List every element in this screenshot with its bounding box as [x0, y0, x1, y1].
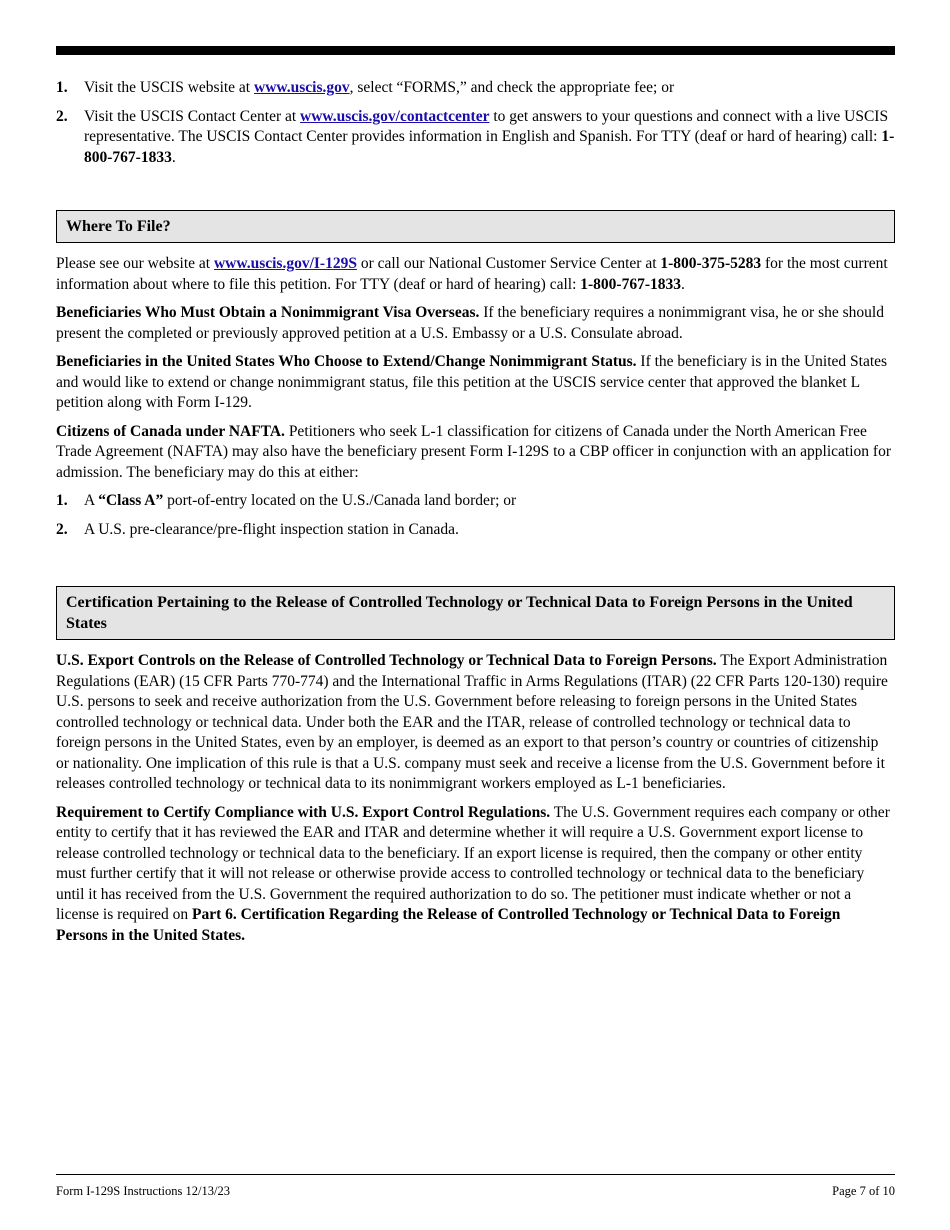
tty-phone: 1-800-767-1833 [580, 275, 682, 293]
extend-change-paragraph: Beneficiaries in the United States Who Choose to Extend/Change Nonimmigrant Status. If the beneficiary is in the United States and would like to extend or change nonimmigrant status, file this petition at the USCIS service center that approved the blanket L petition along with Form I-129. [56, 353, 888, 411]
uscis-website-link[interactable]: www.uscis.gov [254, 79, 350, 96]
tty-phone: 1-800-767-1833 [84, 128, 895, 166]
form-edition: Form I-129S Instructions 12/13/23 [56, 1184, 230, 1198]
intro-item-2: 2. Visit the USCIS Contact Center at www.uscis.gov/contactcenter to get answers to your questions and connect with a live USCIS representative. The USCIS Contact Center provides information in English and Spanish. For TTY (deaf or hard of hearing) call: 1-800-767-1833. [56, 107, 895, 166]
item-number: 1. [56, 79, 68, 96]
where-to-file-heading: Where To File? [56, 210, 895, 243]
nafta-item-2: 2. A U.S. pre-clearance/pre-flight inspection station in Canada. [56, 520, 895, 541]
page-content [56, 78, 895, 954]
contact-center-link[interactable]: www.uscis.gov/contactcenter [300, 107, 490, 125]
item-number: 2. [56, 107, 68, 125]
where-to-file-intro: Please see our website at www.uscis.gov/I-129S or call our National Customer Service Center at 1-800-375-5283 for the most current information about where to file this petition. For TTY (deaf or hard of hearing) call: 1-800-767-1833. [56, 255, 888, 293]
certification-heading: Certification Pertaining to the Release of Controlled Technology or Technical Data to Foreign Persons in the United States [56, 586, 895, 640]
nafta-paragraph: Citizens of Canada under NAFTA. Petitioners who seek L-1 classification for citizens of Canada under the North American Free Trade Agreement (NAFTA) may also have the beneficiary present Form I-129S to a CBP officer in conjunction with an application for admission. The beneficiary may do this at either: [56, 422, 891, 481]
item-number: 2. [56, 520, 68, 538]
i129s-link[interactable]: www.uscis.gov/I-129S [213, 255, 357, 272]
intro-item-1: 1. Visit the USCIS website at www.uscis.gov, select “FORMS,” and check the appropriate fee; or [56, 78, 895, 99]
top-rule [56, 46, 895, 55]
ncsc-phone: 1-800-375-5283 [660, 255, 762, 272]
page-footer [56, 1174, 895, 1198]
certify-compliance-paragraph: Requirement to Certify Compliance with U.S. Export Control Regulations. The U.S. Government requires each company or other entity to certify that it has reviewed the EAR and ITAR and determine whether it will require a U.S. Government export license to release controlled technology or technical data to the beneficiary. If an export license is required, then the company or other entity must further certify that it will not release or otherwise provide access to controlled technology or technical data to the beneficiary until it has received from the U.S. Government the required authorization to do so. The petitioner must indicate whether or not a license is required on Part 6. Certification Regarding the Release of Controlled Technology or Technical Data to Foreign Persons in the United States. [56, 803, 890, 944]
item-number: 1. [56, 492, 68, 509]
nafta-item-1: 1. A “Class A” port-of-entry located on the U.S./Canada land border; or [56, 491, 895, 512]
page-number: Page 7 of 10 [832, 1184, 895, 1198]
export-controls-paragraph: U.S. Export Controls on the Release of Controlled Technology or Technical Data to Foreign Persons. The Export Administration Regulations (EAR) (15 CFR Parts 770-774) and the International Traffic in Arms Regulations (ITAR) (22 CFR Parts 120-130) require U.S. persons to seek and receive authorization from the U.S. Government before releasing to foreign persons in the United States controlled technology or technical data. Under both the EAR and the ITAR, release of controlled technology or technical data to foreign persons in the United States, even by an employer, is deemed as an export to that person’s country or countries of citizenship or nationality. One implication of this rule is that a U.S. company must seek and receive a license from the U.S. Government before it releases controlled technology or technical data to its nonimmigrant workers employed as L-1 beneficiaries. [56, 652, 888, 792]
visa-overseas-paragraph: Beneficiaries Who Must Obtain a Nonimmigrant Visa Overseas. If the beneficiary requires a nonimmigrant visa, he or she should present the completed or previously approved petition at a U.S. Embassy or a U.S. Consulate abroad. [56, 304, 884, 342]
